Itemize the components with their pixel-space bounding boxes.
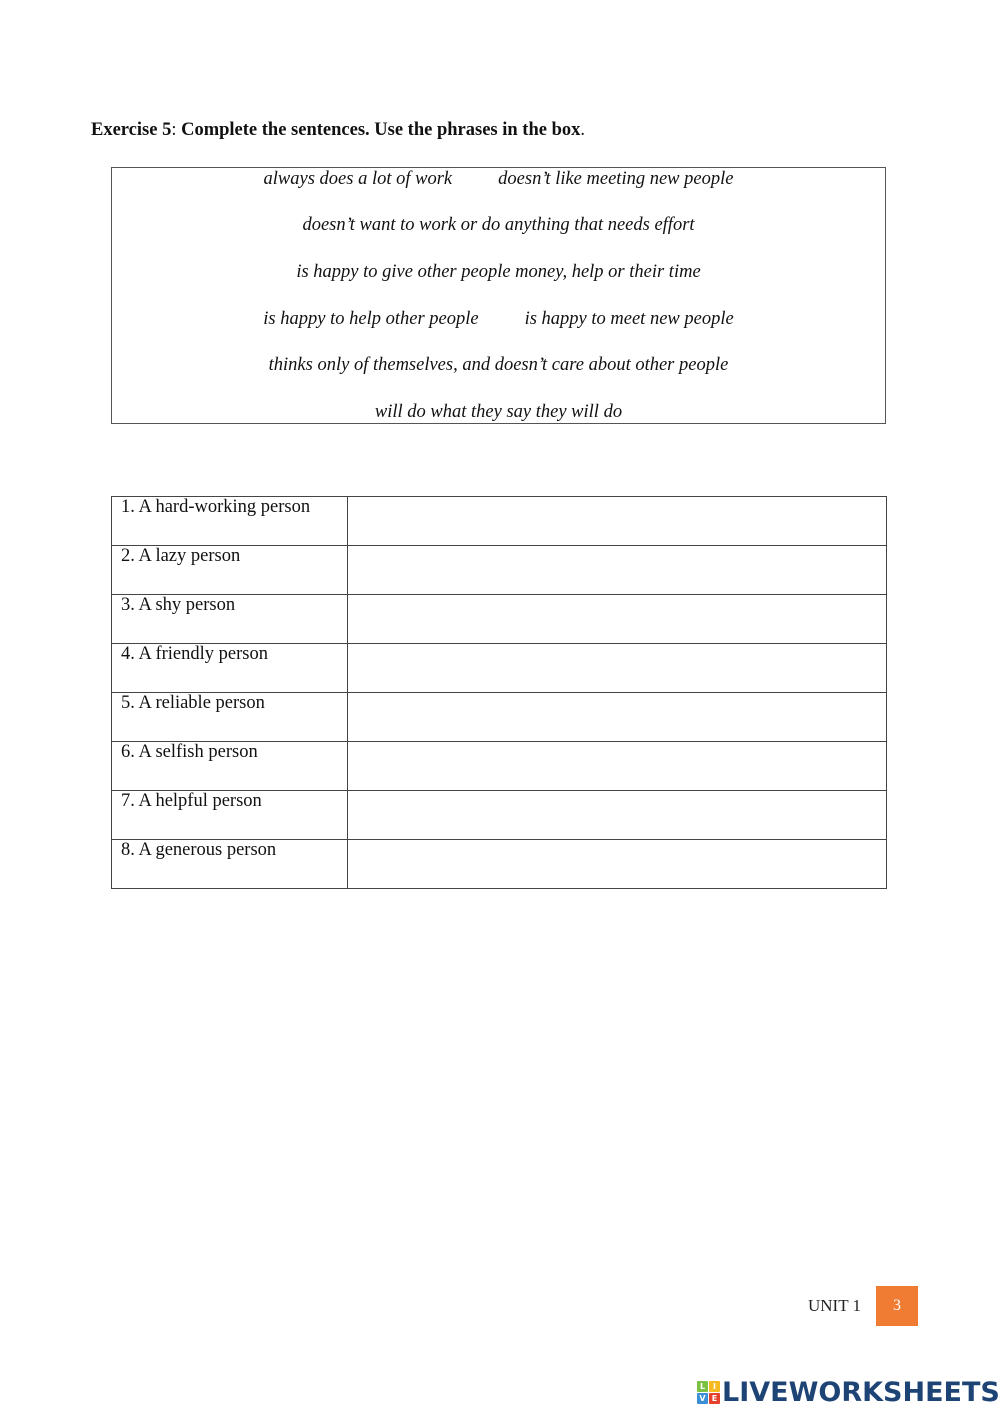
phrase: doesn’t like meeting new people xyxy=(498,169,734,189)
answer-cell[interactable] xyxy=(348,497,887,546)
page-number-badge: 3 xyxy=(876,1286,918,1326)
answer-cell[interactable] xyxy=(348,644,887,693)
live-blocks-icon xyxy=(697,1381,720,1404)
answer-cell[interactable] xyxy=(348,791,887,840)
phrase-line xyxy=(112,262,885,283)
logo-block-i: I xyxy=(709,1381,720,1392)
logo-block-v: V xyxy=(697,1393,708,1404)
answer-cell[interactable] xyxy=(348,595,887,644)
table-row xyxy=(112,791,887,840)
answer-input-4[interactable] xyxy=(348,644,890,692)
answer-input-7[interactable] xyxy=(348,791,890,839)
phrase: doesn’t want to work or do anything that needs effort xyxy=(302,215,695,235)
row-label: 6. A selfish person xyxy=(112,742,348,791)
exercise-title xyxy=(91,120,585,141)
row-label: 3. A shy person xyxy=(112,595,348,644)
row-label: 8. A generous person xyxy=(112,840,348,889)
row-label: 5. A reliable person xyxy=(112,693,348,742)
table-row xyxy=(112,497,887,546)
table-row xyxy=(112,742,887,791)
answer-input-3[interactable] xyxy=(348,595,890,643)
row-label: 2. A lazy person xyxy=(112,546,348,595)
phrase: is happy to meet new people xyxy=(524,309,734,329)
answer-cell[interactable] xyxy=(348,546,887,595)
table-row xyxy=(112,546,887,595)
row-label: 1. A hard-working person xyxy=(112,497,348,546)
phrase: always does a lot of work xyxy=(263,169,453,189)
answer-input-8[interactable] xyxy=(348,840,890,888)
table-row xyxy=(112,693,887,742)
exercise-instruction: Complete the sentences. Use the phrases in the box xyxy=(176,120,581,140)
phrase: is happy to help other people xyxy=(263,309,479,329)
phrase: is happy to give other people money, help or their time xyxy=(296,262,701,282)
phrase-line xyxy=(112,402,885,423)
answer-cell[interactable] xyxy=(348,693,887,742)
table-row xyxy=(112,840,887,889)
title-colon: : xyxy=(171,120,177,140)
liveworksheets-logo xyxy=(697,1377,1000,1408)
answer-input-6[interactable] xyxy=(348,742,890,790)
logo-block-l: L xyxy=(697,1381,708,1392)
exercise-number: Exercise 5 xyxy=(91,120,172,140)
logo-text: LIVEWORKSHEETS xyxy=(722,1377,1000,1408)
answer-table xyxy=(111,496,887,889)
table-row xyxy=(112,644,887,693)
answer-input-5[interactable] xyxy=(348,693,890,741)
phrase: will do what they say they will do xyxy=(374,402,623,422)
row-label: 7. A helpful person xyxy=(112,791,348,840)
unit-label: UNIT 1 xyxy=(808,1296,862,1315)
answer-cell[interactable] xyxy=(348,840,887,889)
phrase-line xyxy=(112,215,885,236)
logo-block-e: E xyxy=(709,1393,720,1404)
phrase-box xyxy=(111,167,886,424)
title-period: . xyxy=(580,120,585,140)
answer-input-1[interactable] xyxy=(348,497,890,545)
phrase: thinks only of themselves, and doesn’t care about other people xyxy=(268,355,729,375)
table-row xyxy=(112,595,887,644)
phrase-line xyxy=(112,169,885,190)
row-label: 4. A friendly person xyxy=(112,644,348,693)
phrase-line xyxy=(112,309,885,330)
answer-input-2[interactable] xyxy=(348,546,890,594)
answer-cell[interactable] xyxy=(348,742,887,791)
phrase-line xyxy=(112,355,885,376)
